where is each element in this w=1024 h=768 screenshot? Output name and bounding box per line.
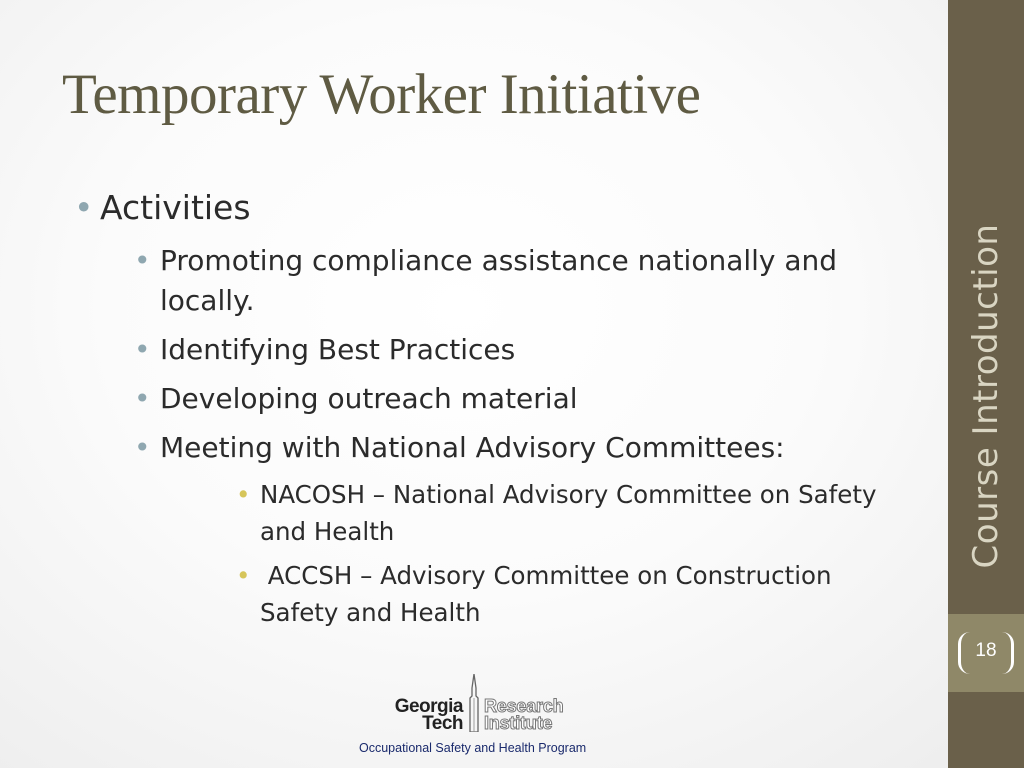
logo-line-georgia: Georgia <box>394 696 463 717</box>
georgia-tech-research-institute-logo <box>360 672 600 732</box>
section-label: Course Introduction <box>966 223 1006 569</box>
sub-bullet <box>100 428 884 631</box>
logo-research-institute-text <box>484 698 563 732</box>
page-number: 18 <box>975 640 997 661</box>
program-footer: Occupational Safety and Health Program <box>359 741 587 755</box>
bullet-text: NACOSH – National Advisory Committee on Safety and Health <box>260 480 877 546</box>
sub-bullet <box>100 241 884 321</box>
bullet-text: Identifying Best Practices <box>160 333 516 366</box>
slide-body <box>74 186 884 631</box>
bullet-text: Meeting with National Advisory Committees: <box>160 431 785 464</box>
logo-line-tech: Tech <box>422 713 463 734</box>
bullet-text: Activities <box>100 188 251 227</box>
bullet-text: Promoting compliance assistance nationally and locally. <box>160 244 838 317</box>
slide-title: Temporary Worker Initiative <box>62 63 701 126</box>
sub-bullet <box>100 379 884 419</box>
logo-georgia-tech-text <box>395 698 463 732</box>
sub-bullet-list <box>100 241 884 631</box>
sub-bullet <box>100 330 884 370</box>
bullet-text: Developing outreach material <box>160 382 578 415</box>
bullet-activities <box>74 186 884 631</box>
bullet-text: ACCSH – Advisory Committee on Construction Safety and Health <box>260 561 840 627</box>
sub-sub-bullet-list <box>160 476 884 631</box>
tech-tower-spire-icon <box>466 674 482 732</box>
committee-bullet <box>160 476 884 550</box>
logo-line-institute: Institute <box>484 713 553 733</box>
logo-line-research: Research <box>484 696 564 716</box>
committee-bullet <box>160 557 884 631</box>
bullet-list <box>74 186 884 631</box>
